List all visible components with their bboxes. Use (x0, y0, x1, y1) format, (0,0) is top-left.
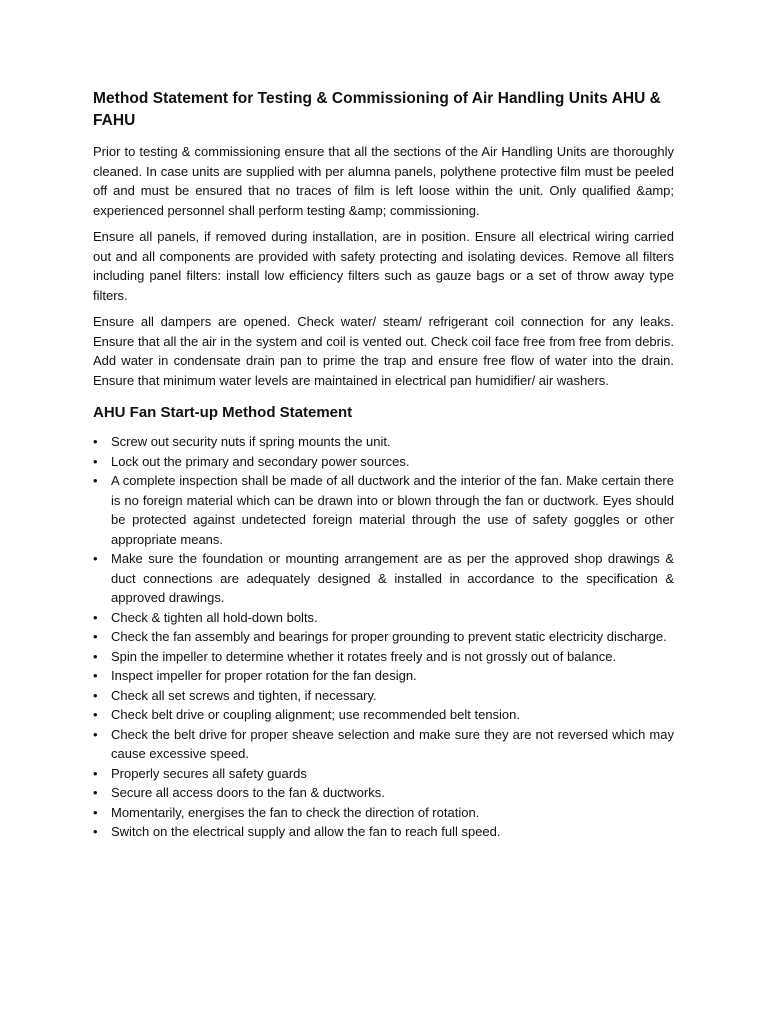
list-item (93, 783, 674, 803)
bullet-icon: • (93, 434, 98, 449)
list-item-text: Make sure the foundation or mounting arrangement are as per the approved shop drawings & duct connections are adequately designed & installed in accordance to the specification & approved drawings. (111, 551, 674, 605)
bullet-icon: • (93, 785, 98, 800)
list-item-text: Switch on the electrical supply and allow the fan to reach full speed. (111, 824, 501, 839)
list-item-text: Screw out security nuts if spring mounts the unit. (111, 434, 391, 449)
bullet-icon: • (93, 609, 98, 625)
list-item (93, 822, 674, 842)
bullet-icon: • (93, 707, 98, 722)
paragraph-panels: Ensure all panels, if removed during installation, are in position. Ensure all electrical wiring carried out and all components are provided with safety protecting and isolating devices. Remove all filters including panel filters: install low efficiency filters such as gauze bags or a set of throw away type filters. (93, 229, 674, 303)
list-item-text: Check all set screws and tighten, if necessary. (111, 687, 377, 703)
paragraph-cleaning: Prior to testing & commissioning ensure that all the sections of the Air Handling Units are thoroughly cleaned. In case units are supplied with per alumna panels, polythene protective film must be peeled off and must be ensured that no traces of film is left loose within the unit. Only qualified &amp; experienced personnel shall perform testing &amp; commissioning. (93, 144, 674, 218)
list-item-text: A complete inspection shall be made of all ductwork and the interior of the fan. Make certain there is no foreign material which can be drawn into or blown through the fan or ductwork. Eyes should be protected against undetected foreign material through the use of safety goggles or other appropriate means. (111, 473, 674, 547)
list-item (93, 705, 674, 725)
list-item (93, 627, 674, 647)
bullet-icon: • (93, 726, 98, 742)
bullet-icon: • (93, 629, 98, 644)
bullet-icon: • (93, 551, 98, 566)
list-item-text: Inspect impeller for proper rotation for the fan design. (111, 668, 417, 683)
bullet-icon: • (93, 668, 98, 683)
bullet-icon: • (93, 804, 98, 820)
list-item (93, 647, 674, 667)
fan-startup-checklist (93, 432, 674, 842)
list-item-text: Momentarily, energises the fan to check the direction of rotation. (111, 804, 480, 820)
list-item (93, 549, 674, 608)
bullet-icon: • (93, 765, 98, 781)
bullet-icon: • (93, 687, 98, 703)
list-item (93, 666, 674, 686)
list-item-text: Lock out the primary and secondary power sources. (111, 453, 410, 469)
list-item-text: Check & tighten all hold-down bolts. (111, 609, 318, 625)
list-item (93, 803, 674, 823)
bullet-icon: • (93, 453, 98, 469)
list-item-text: Spin the impeller to determine whether it rotates freely and is not grossly out of balance. (111, 648, 617, 664)
list-item-text: Check the belt drive for proper sheave selection and make sure they are not reversed which may cause excessive speed. (111, 726, 674, 761)
list-item (93, 686, 674, 706)
document-page (93, 88, 674, 842)
bullet-icon: • (93, 473, 98, 488)
list-item (93, 725, 674, 764)
list-item-text: Check the fan assembly and bearings for proper grounding to prevent static electricity discharge. (111, 629, 667, 644)
list-item (93, 608, 674, 628)
bullet-icon: • (93, 824, 98, 839)
document-title: Method Statement for Testing & Commissioning of Air Handling Units AHU & FAHU (93, 90, 661, 129)
list-item (93, 471, 674, 549)
section-heading-fan-startup: AHU Fan Start-up Method Statement (93, 404, 353, 421)
paragraph-dampers: Ensure all dampers are opened. Check water/ steam/ refrigerant coil connection for any leaks. Ensure that all the air in the system and coil is vented out. Check coil face free from free from debris. Add water in condensate drain pan to prime the trap and ensure free flow of water into the drain. Ensure that minimum water levels are maintained in electrical pan humidifier/ air washers. (93, 314, 674, 388)
list-item-text: Properly secures all safety guards (111, 765, 307, 781)
bullet-icon: • (93, 648, 98, 664)
list-item (93, 432, 674, 452)
list-item-text: Secure all access doors to the fan & ductworks. (111, 785, 385, 800)
list-item-text: Check belt drive or coupling alignment; use recommended belt tension. (111, 707, 521, 722)
list-item (93, 764, 674, 784)
list-item (93, 452, 674, 472)
